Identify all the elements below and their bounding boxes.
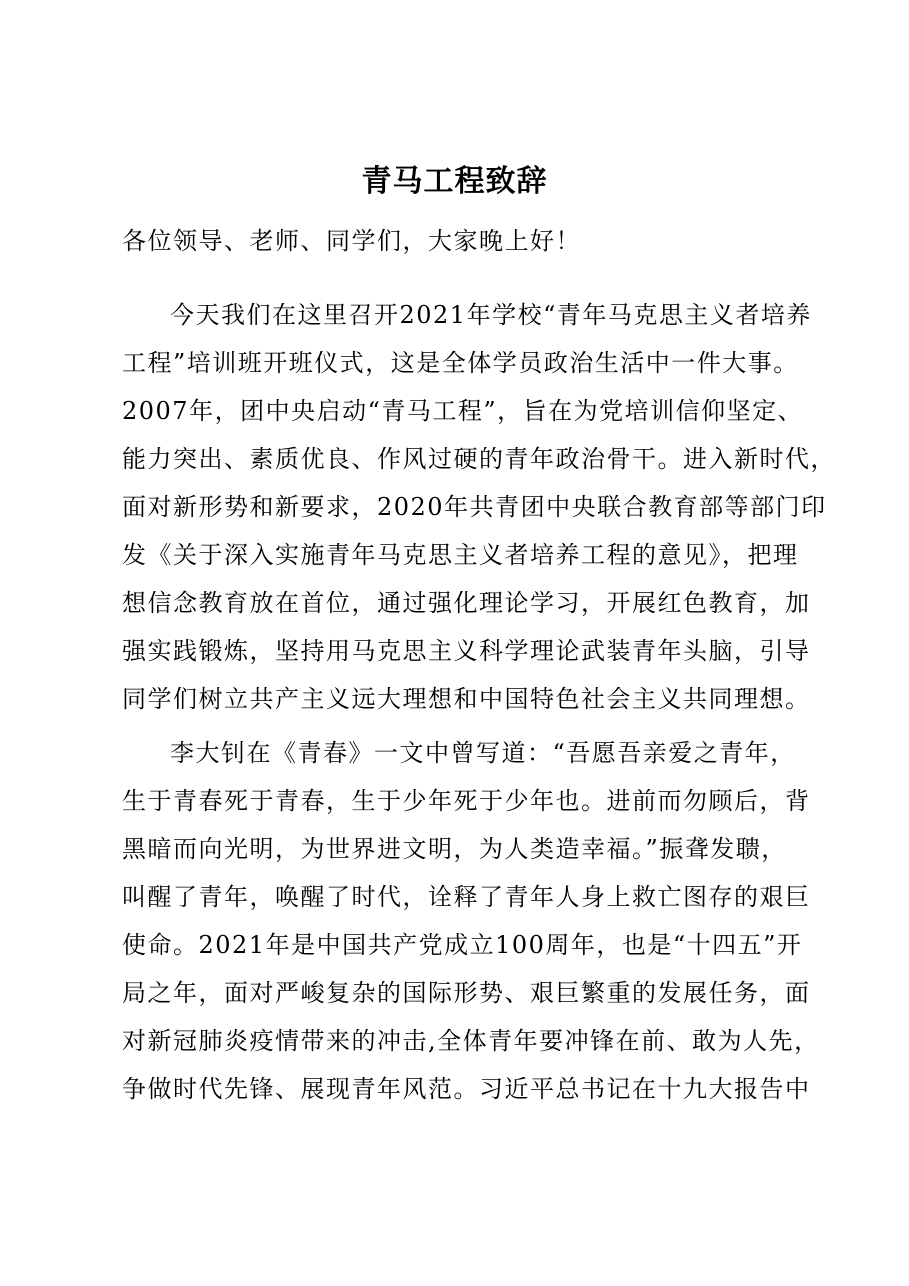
document-title: 青马工程致辞 [361, 164, 548, 199]
paragraph1-line: 2007年，团中央启动“青马工程”，旨在为党培训信仰坚定、 [122, 397, 804, 425]
paragraph1-line: 面对新形势和新要求，2020年共青团中央联合教育部等部门印 [122, 493, 827, 521]
paragraph1-line: 同学们树立共产主义远大理想和中国特色社会主义共同理想。 [122, 685, 811, 713]
paragraph2-line: 黑暗而向光明，为世界进文明，为人类造幸福。”振聋发聩， [122, 835, 787, 863]
paragraph2-line: 争做时代先锋、展现青年风范。习近平总书记在十九大报告中 [122, 1075, 811, 1103]
paragraph2-line: 局之年，面对严峻复杂的国际形势、艰巨繁重的发展任务，面 [122, 979, 811, 1007]
paragraph2-line: 使命。2021年是中国共产党成立100周年，也是“十四五”开 [122, 931, 803, 959]
greeting-line: 各位领导、老师、同学们，大家晚上好！ [122, 227, 581, 255]
paragraph1-line: 今天我们在这里召开2021年学校“青年马克思主义者培养 [170, 301, 812, 329]
paragraph1-line: 想信念教育放在首位，通过强化理论学习，开展红色教育，加 [122, 589, 811, 617]
paragraph2-line: 李大钊在《青春》一文中曾写道：“吾愿吾亲爱之青年， [170, 739, 796, 767]
paragraph2-line: 叫醒了青年，唤醒了时代，诠释了青年人身上救亡图存的艰巨 [122, 883, 811, 911]
paragraph2-line: 生于青春死于青春，生于少年死于少年也。进前而勿顾后，背 [122, 787, 811, 815]
paragraph1-line: 工程”培训班开班仪式，这是全体学员政治生活中一件大事。 [122, 349, 799, 377]
paragraph1-line: 能力突出、素质优良、作风过硬的青年政治骨干。进入新时代， [122, 445, 836, 473]
paragraph1-line: 强实践锻炼，坚持用马克思主义科学理论武装青年头脑，引导 [122, 637, 811, 665]
paragraph1-line: 发《关于深入实施青年马克思主义者培养工程的意见》，把理 [122, 541, 799, 569]
paragraph2-line: 对新冠肺炎疫情带来的冲击,全体青年要冲锋在前、敢为人先， [122, 1027, 820, 1055]
